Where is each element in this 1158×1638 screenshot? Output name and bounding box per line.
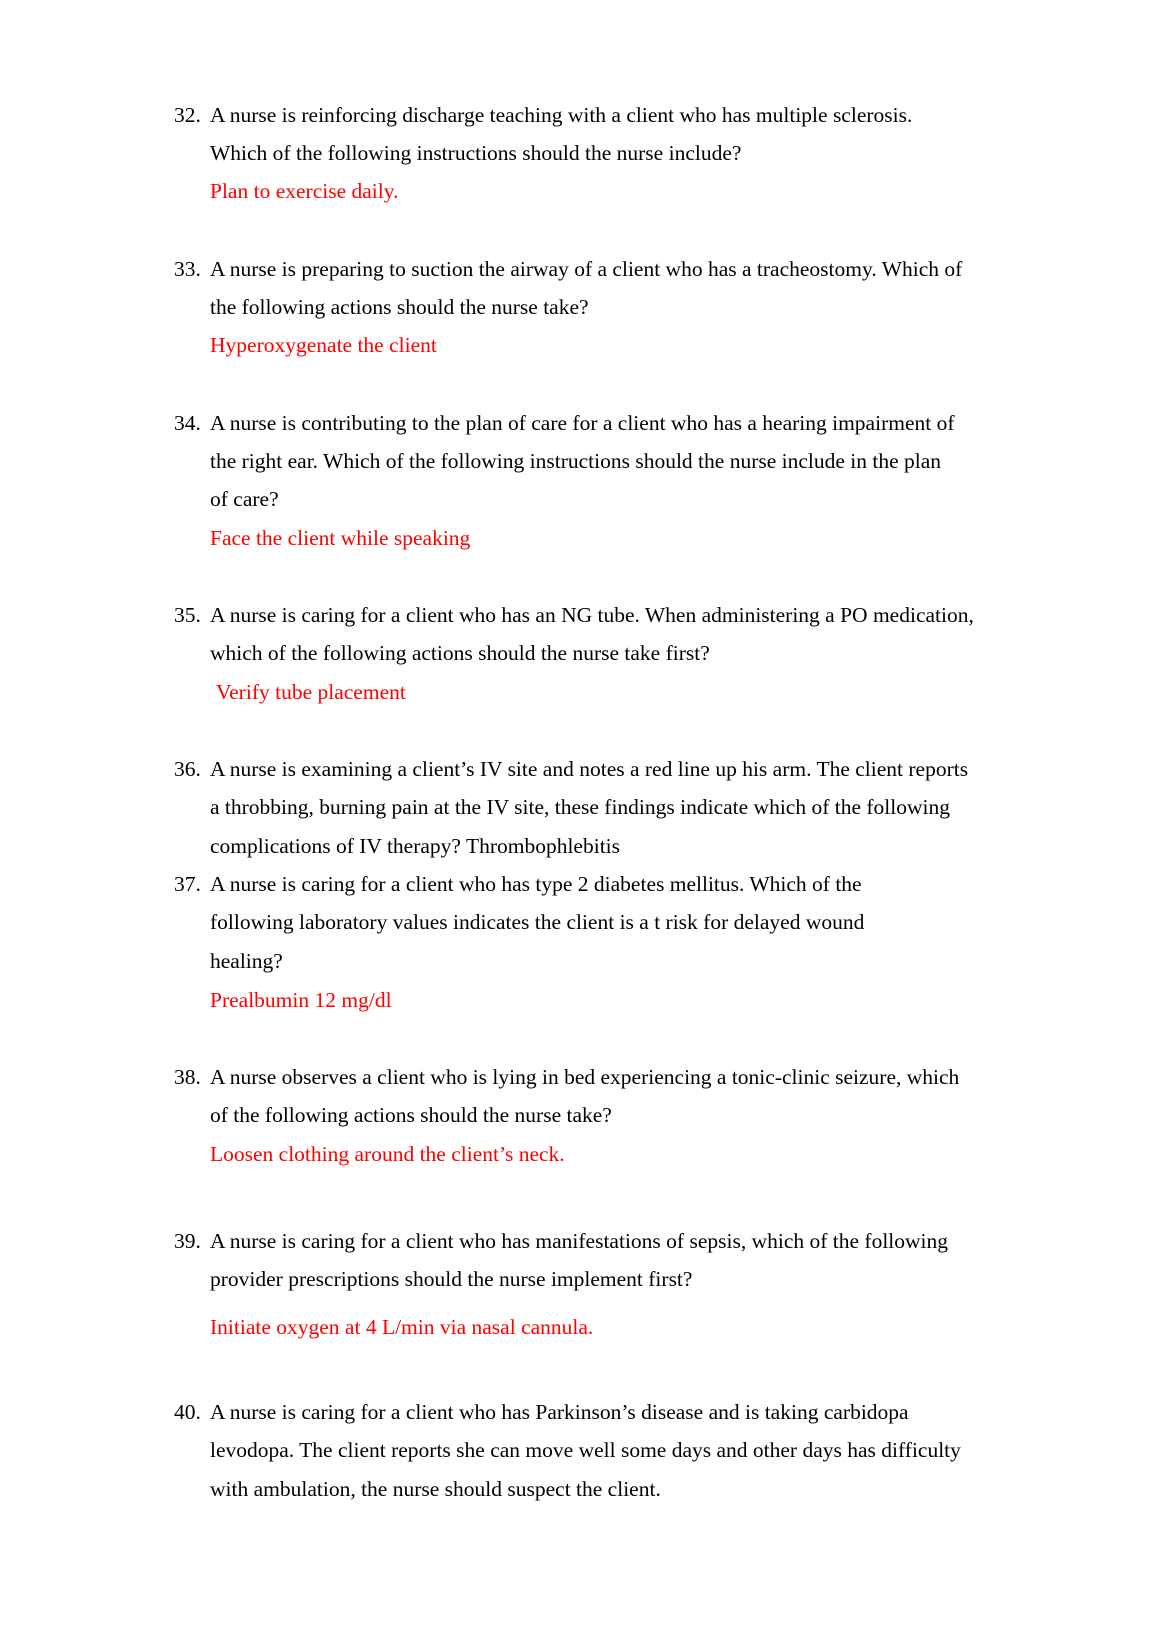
question-text-line: the right ear. Which of the following instructions should the nurse include in the plan — [210, 449, 942, 473]
answer-text: Face the client while speaking — [210, 526, 471, 550]
question-text-line: the following actions should the nurse take? — [210, 295, 589, 319]
answer-text: Plan to exercise daily. — [210, 179, 399, 203]
question-number: 32. — [174, 103, 201, 127]
question-number: 37. — [174, 872, 201, 896]
question-text-line: levodopa. The client reports she can move well some days and other days has difficulty — [210, 1438, 961, 1462]
question-text-line: which of the following actions should the nurse take first? — [210, 641, 710, 665]
answer-text: Verify tube placement — [216, 680, 406, 704]
question-text-line: A nurse is preparing to suction the airway of a client who has a tracheostomy. Which of — [210, 257, 963, 281]
question-text-line: of care? — [210, 487, 279, 511]
question-text-line: a throbbing, burning pain at the IV site, these findings indicate which of the following — [210, 795, 951, 819]
question-text-line: following laboratory values indicates the client is a t risk for delayed wound — [210, 910, 865, 934]
question-text-line: A nurse is reinforcing discharge teaching with a client who has multiple sclerosis. — [210, 103, 913, 127]
question-text-line: A nurse is caring for a client who has type 2 diabetes mellitus. Which of the — [210, 872, 862, 896]
question-text-line: provider prescriptions should the nurse implement first? — [210, 1267, 693, 1291]
question-number: 34. — [174, 411, 201, 435]
question-number: 33. — [174, 257, 201, 281]
question-text-line: with ambulation, the nurse should suspect the client. — [210, 1477, 661, 1501]
question-text-line: complications of IV therapy? Thrombophlebitis — [210, 834, 621, 858]
answer-text: Loosen clothing around the client’s neck. — [210, 1142, 565, 1166]
answer-text: Prealbumin 12 mg/dl — [210, 988, 392, 1012]
question-number: 39. — [174, 1229, 201, 1253]
answer-text: Initiate oxygen at 4 L/min via nasal cannula. — [210, 1315, 594, 1339]
question-text-line: A nurse is contributing to the plan of care for a client who has a hearing impairment of — [210, 411, 955, 435]
question-text-line: Which of the following instructions should the nurse include? — [210, 141, 742, 165]
question-number: 36. — [174, 757, 201, 781]
question-text-line: A nurse is caring for a client who has an NG tube. When administering a PO medication, — [210, 603, 974, 627]
question-text-line: A nurse is examining a client’s IV site and notes a red line up his arm. The client reports — [210, 757, 969, 781]
question-number: 40. — [174, 1400, 201, 1424]
answer-text: Hyperoxygenate the client — [210, 333, 437, 357]
question-text-line: A nurse is caring for a client who has Parkinson’s disease and is taking carbidopa — [210, 1400, 909, 1424]
question-text-line: A nurse observes a client who is lying in bed experiencing a tonic-clinic seizure, which — [210, 1065, 960, 1089]
question-text-line: A nurse is caring for a client who has manifestations of sepsis, which of the following — [210, 1229, 949, 1253]
question-number: 38. — [174, 1065, 201, 1089]
question-text-line: of the following actions should the nurse take? — [210, 1103, 612, 1127]
question-text-line: healing? — [210, 949, 283, 973]
question-number: 35. — [174, 603, 201, 627]
